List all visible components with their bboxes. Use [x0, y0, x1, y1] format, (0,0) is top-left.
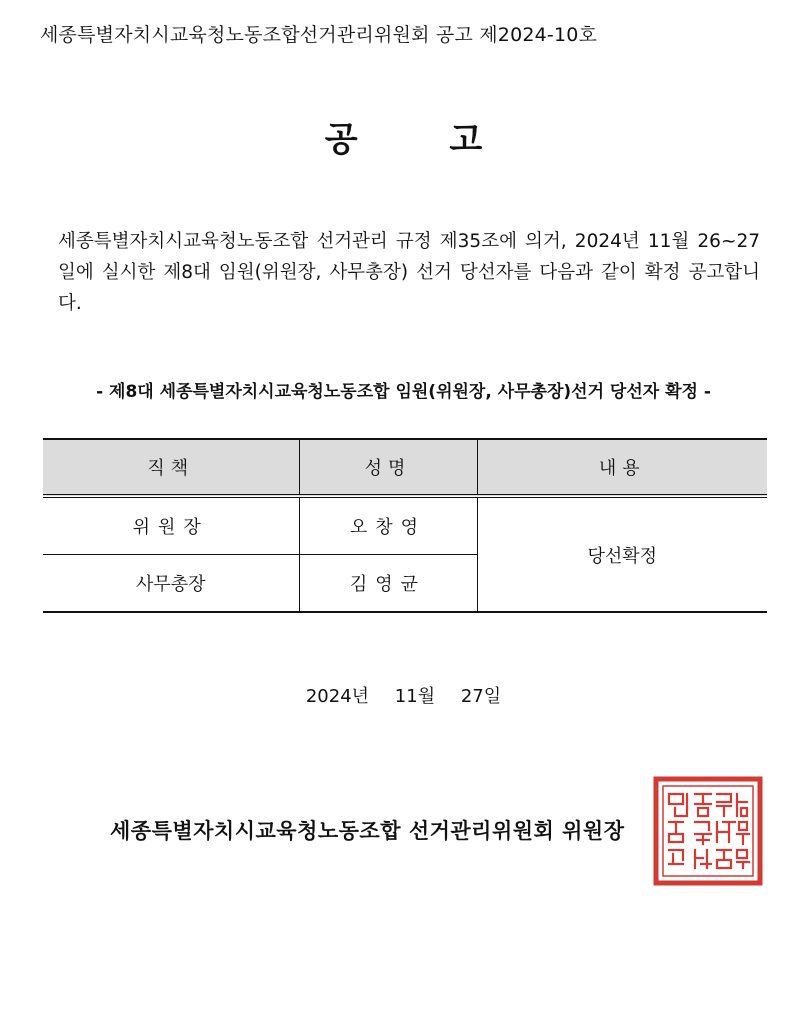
row-position: 사무총장: [43, 555, 299, 613]
header-content: 내용: [477, 439, 767, 496]
official-seal-icon: [653, 776, 763, 886]
header-position: 직책: [43, 439, 299, 496]
results-table: [43, 438, 767, 613]
row-position: 위원장: [43, 496, 299, 555]
row-name: 김영균: [299, 555, 477, 613]
notice-header: 세종특별자치시교육청노동조합선거관리위원회 공고 제2024-10호: [40, 24, 598, 46]
title-char-1: 공: [324, 120, 358, 160]
row-content: 당선확정: [477, 496, 767, 612]
results-subheading: - 제8대 세종특별자치시교육청노동조합 임원(위원장, 사무총장)선거 당선자 확정 -: [96, 382, 711, 402]
signature-line: 세종특별자치시교육청노동조합 선거관리위원회 위원장: [110, 819, 625, 843]
table-header-row: [43, 439, 767, 496]
title-char-2: 고: [449, 120, 483, 160]
header-name: 성명: [299, 439, 477, 496]
table-row: [43, 496, 767, 555]
date-month: 11월: [394, 686, 436, 707]
date-year: 2024년: [305, 686, 370, 707]
seal-glyphs: [669, 794, 749, 868]
page-title: [0, 112, 807, 161]
notice-body: 세종특별자치시교육청노동조합 선거관리 규정 제35조에 의거, 2024년 11월 26~27일에 실시한 제8대 임원(위원장, 사무총장) 선거 당선자를 다음과 같이 확정 공고합니다.: [58, 231, 760, 314]
date-day: 27일: [460, 686, 502, 707]
row-name: 오창영: [299, 496, 477, 555]
notice-date: [0, 682, 807, 708]
